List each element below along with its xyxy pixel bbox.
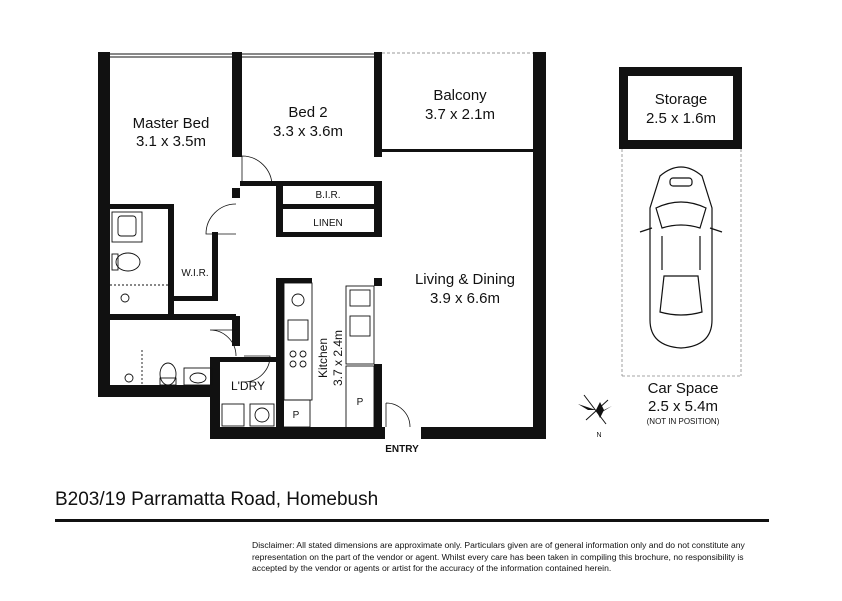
car-icon (640, 167, 722, 348)
living-label: Living & Dining (414, 271, 516, 288)
bed2-label: Bed 2 (288, 104, 328, 121)
property-address: B203/19 Parramatta Road, Homebush (55, 489, 379, 510)
divider (55, 519, 769, 522)
kitchen-size: 3.7 x 2.4m (331, 329, 345, 387)
living-size: 3.9 x 6.6m (429, 290, 501, 307)
car-space-size: 2.5 x 5.4m (647, 398, 719, 415)
bed2-size: 3.3 x 3.6m (272, 123, 344, 140)
storage-walls (619, 67, 742, 149)
master-bed-size: 3.1 x 3.5m (135, 133, 207, 150)
pantry-label: P (356, 397, 364, 408)
north-label: N (596, 432, 602, 439)
ensuite-fixtures (110, 212, 168, 302)
storage-label: Storage (654, 91, 708, 108)
compass-icon (578, 395, 612, 424)
balcony-size: 3.7 x 2.1m (424, 106, 496, 123)
car-space-outline (622, 149, 741, 376)
bir-label: B.I.R. (315, 190, 341, 201)
linen-label: LINEN (313, 218, 343, 229)
pantry-label: P (292, 410, 300, 421)
disclaimer-text: Disclaimer: All stated dimensions are approximate only. Particulars given are of general information only and do not constitute any representation on the part of the vendor or agent. Whilst every care has been taken in compiling this brochure, no responsibility is accepted by the vendor or agents or artist for the accuracy of the information contained herein. (252, 540, 745, 573)
kitchen-label: Kitchen (316, 337, 330, 379)
storage-size: 2.5 x 1.6m (645, 110, 717, 127)
balcony-label: Balcony (433, 87, 487, 104)
entry-label: ENTRY (385, 444, 419, 455)
car-space-note: (NOT IN POSITION) (646, 417, 720, 426)
car-space-label: Car Space (647, 380, 719, 397)
wir-label: W.I.R. (181, 268, 209, 279)
master-bed-label: Master Bed (132, 115, 210, 132)
bathroom-fixtures (125, 350, 212, 385)
laundry-label: L'DRY (230, 379, 266, 393)
